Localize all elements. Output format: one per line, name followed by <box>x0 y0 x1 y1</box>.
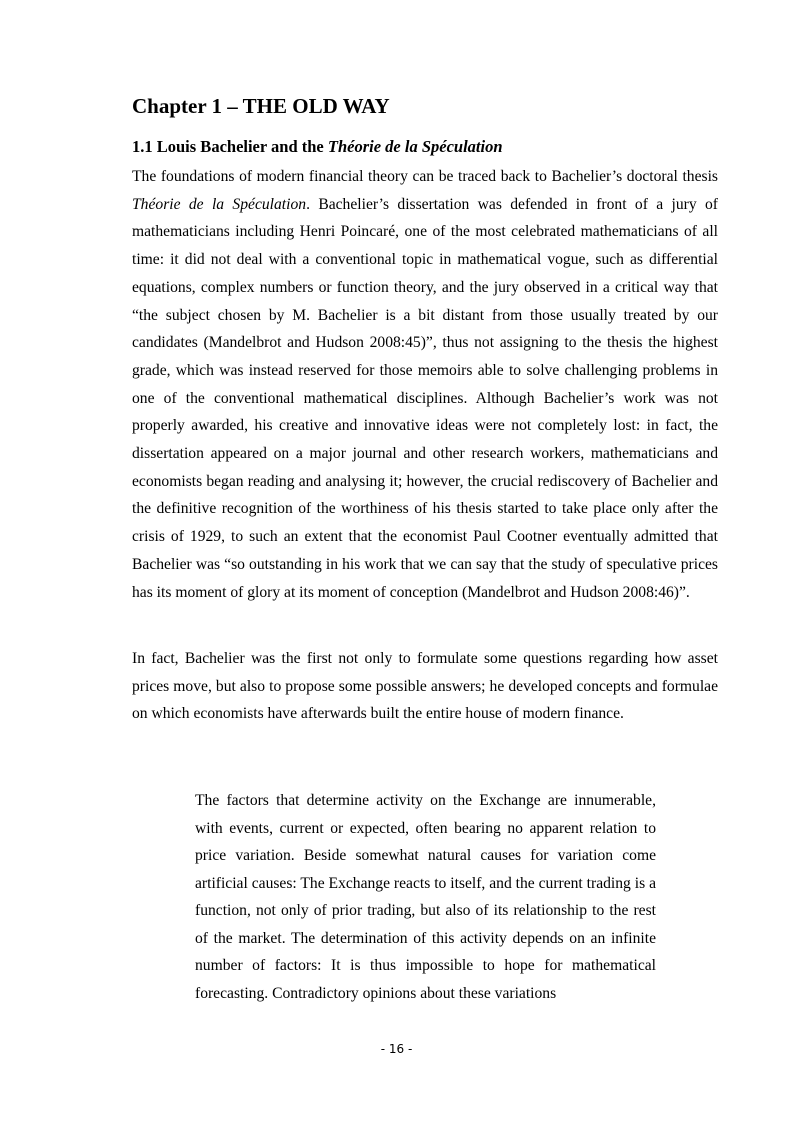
paragraph-1-italic-title: Théorie de la Spéculation <box>132 195 307 213</box>
paragraph-1-part-1: The foundations of modern financial theory can be traced back to Bachelier’s doctoral thesis <box>132 168 718 185</box>
body-paragraph-1 <box>132 163 718 606</box>
section-title-italic: Théorie de la Spéculation <box>327 137 503 156</box>
chapter-title: Chapter 1 – THE OLD WAY <box>132 94 390 118</box>
section-title-prefix: 1.1 Louis Bachelier and the <box>132 137 328 156</box>
body-paragraph-2: In fact, Bachelier was the first not only to formulate some questions regarding how asset prices move, but also to propose some possible answers; he developed concepts and formulae on which economists have afterwards built the entire house of modern finance. <box>132 650 718 723</box>
section-title <box>132 137 503 157</box>
page-number: - 16 - <box>380 1042 413 1056</box>
paragraph-1-part-2: . Bachelier’s dissertation was defended in front of a jury of mathematicians including Henri Poincaré, one of the most celebrated mathematicians of all time: it did not deal with a conventional topic in mathematical vogue, such as differential equations, complex numbers or function theory, and the jury observed in a critical way that “the subject chosen by M. Bachelier is a bit distant from those usually treated by our candidates (Mandelbrot and Hudson 2008:45)”, thus not assigning to the thesis the highest grade, which was instead reserved for those memoirs able to solve challenging problems in one of the conventional mathematical disciplines. Although Bachelier’s work was not properly awarded, his creative and innovative ideas were not completely lost: in fact, the dissertation appeared on a major journal and other research workers, mathematicians and economists began reading and analysing it; however, the crucial rediscovery of Bachelier and the definitive recognition of the worthiness of his thesis started to take place only after the crisis of 1929, to such an extent that the economist Paul Cootner eventually admitted that Bachelier was “so outstanding in his work that we can say that the study of speculative prices has its moment of glory at its moment of conception (Mandelbrot and Hudson 2008:46)”. <box>132 195 718 601</box>
block-quote: The factors that determine activity on the Exchange are innumerable, with events, current or expected, often bearing no apparent relation to price variation. Beside somewhat natural causes for variation come artificial causes: The Exchange reacts to itself, and the current trading is a function, not only of prior trading, but also of its relationship to the rest of the market. The determination of this activity depends on an infinite number of factors: It is thus impossible to hope for mathematical forecasting. Contradictory opinions about these variations <box>195 792 656 1002</box>
